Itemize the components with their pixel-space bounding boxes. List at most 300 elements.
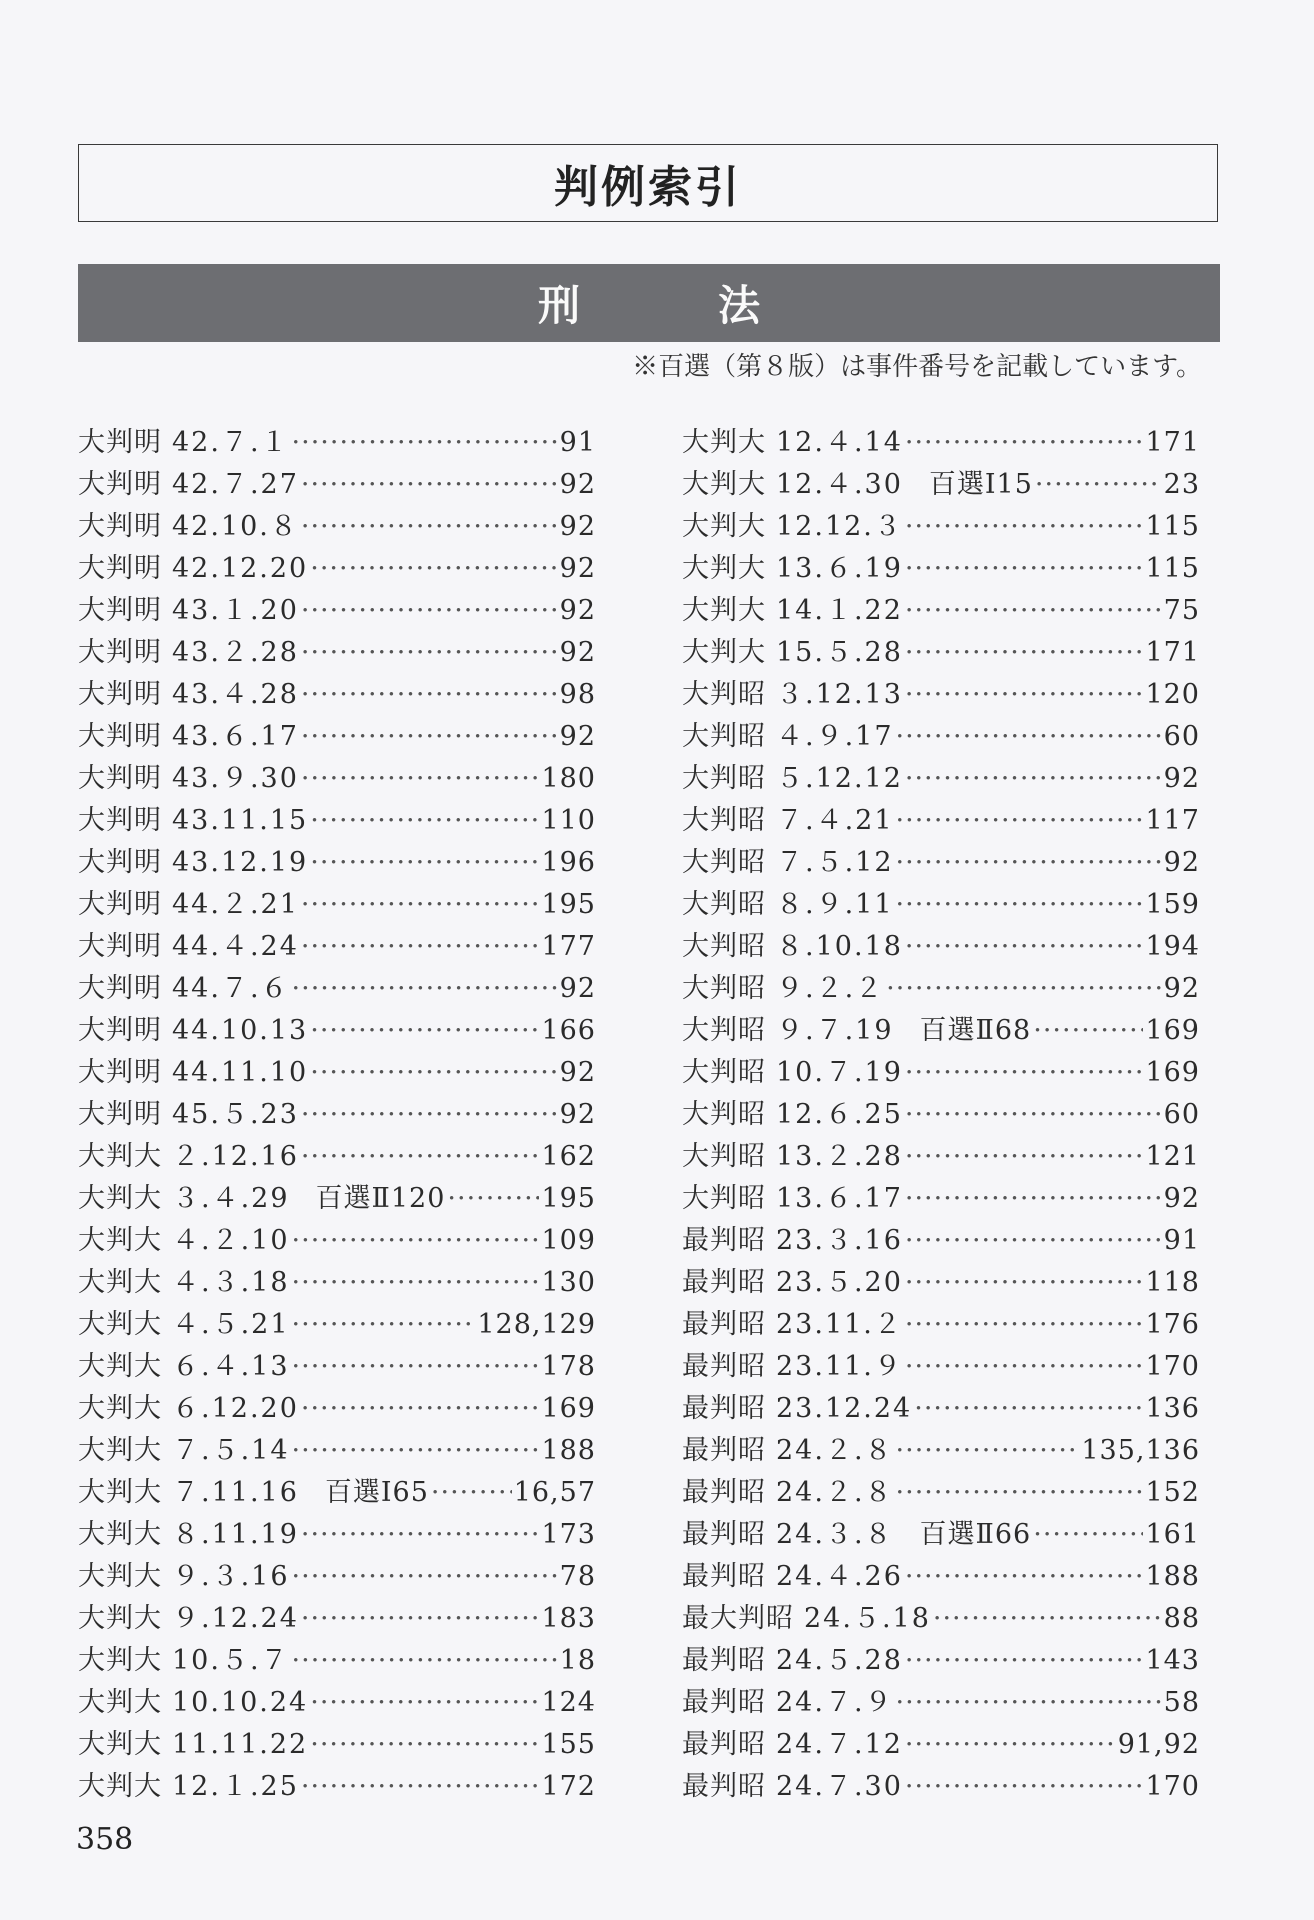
leader-dots: [905, 590, 1162, 632]
decision-date: 42.10.８: [172, 511, 299, 542]
leader-dots: [301, 590, 558, 632]
page-reference: 91: [1163, 1225, 1200, 1256]
court-label: 大判明: [78, 553, 162, 584]
index-entry: [78, 1262, 596, 1304]
court-label: 大判大: [78, 1687, 162, 1718]
casebook-reference: 百選Ⅱ66: [919, 1519, 1032, 1550]
court-label: 大判大: [682, 595, 766, 626]
court-label: 大判昭: [682, 1015, 766, 1046]
index-entry: [682, 1304, 1200, 1346]
decision-date: ６.４.13: [172, 1351, 290, 1382]
court-label: 大判昭: [682, 973, 766, 1004]
page-reference: 173: [541, 1519, 596, 1550]
decision-date: 15.５.28: [776, 637, 903, 668]
court-label: 大判明: [78, 889, 162, 920]
page-reference: 169: [1145, 1015, 1200, 1046]
decision-date: 24.３.８: [776, 1519, 894, 1550]
index-entry: [78, 1472, 596, 1514]
decision-date: ７.４.21: [776, 805, 894, 836]
leader-dots: [301, 926, 540, 968]
leader-dots: [905, 1052, 1144, 1094]
page-reference: 16,57: [513, 1477, 596, 1508]
index-entry: [78, 590, 596, 632]
page-reference: 115: [1145, 553, 1200, 584]
page-reference: 60: [1163, 1099, 1200, 1130]
court-label: 最判昭: [682, 1729, 766, 1760]
index-entry: [78, 884, 596, 926]
court-label: 大判大: [78, 1435, 162, 1466]
leader-dots: [896, 884, 1144, 926]
court-label: 大判昭: [682, 721, 766, 752]
leader-dots: [905, 506, 1144, 548]
leader-dots: [905, 1724, 1116, 1766]
court-label: 大判明: [78, 595, 162, 626]
index-entry: [682, 632, 1200, 674]
decision-date: 23.５.20: [776, 1267, 903, 1298]
leader-dots: [310, 1682, 539, 1724]
index-entry: [682, 1514, 1200, 1556]
court-label: 大判大: [78, 1309, 162, 1340]
court-label: 最判昭: [682, 1393, 766, 1424]
leader-dots: [933, 1598, 1162, 1640]
decision-date: 24.２.８: [776, 1435, 894, 1466]
index-entry: [682, 1010, 1200, 1052]
page-reference: 110: [541, 805, 596, 836]
court-label: 大判昭: [682, 1057, 766, 1088]
court-label: 大判昭: [682, 805, 766, 836]
court-label: 大判明: [78, 847, 162, 878]
page-reference: 143: [1145, 1645, 1200, 1676]
decision-date: 44.11.10: [172, 1057, 309, 1088]
leader-dots: [905, 1766, 1144, 1808]
index-entry: [682, 800, 1200, 842]
page-reference: 188: [541, 1435, 596, 1466]
index-entry: [682, 422, 1200, 464]
index-entry: [78, 1136, 596, 1178]
court-label: 大判昭: [682, 679, 766, 710]
index-entry: [78, 968, 596, 1010]
leader-dots: [292, 1262, 540, 1304]
index-entry: [78, 548, 596, 590]
page-reference: 92: [559, 1057, 596, 1088]
court-label: 最判昭: [682, 1687, 766, 1718]
page-reference: 196: [541, 847, 596, 878]
decision-date: ８.11.19: [172, 1519, 299, 1550]
court-label: 最判昭: [682, 1435, 766, 1466]
page-reference: 92: [1163, 847, 1200, 878]
decision-date: 24.７.12: [776, 1729, 903, 1760]
page-reference: 178: [541, 1351, 596, 1382]
decision-date: 12.４.30: [776, 469, 903, 500]
court-label: 大判昭: [682, 763, 766, 794]
court-label: 最判昭: [682, 1771, 766, 1802]
page-reference: 169: [541, 1393, 596, 1424]
page-reference: 92: [559, 637, 596, 668]
court-label: 大判大: [682, 469, 766, 500]
leader-dots: [896, 800, 1144, 842]
index-entry: [682, 1262, 1200, 1304]
court-label: 大判昭: [682, 1099, 766, 1130]
leader-dots: [896, 842, 1162, 884]
page-reference: 92: [559, 973, 596, 1004]
leader-dots: [301, 464, 558, 506]
court-label: 大判昭: [682, 931, 766, 962]
page-reference: 128,129: [477, 1309, 596, 1340]
leader-dots: [914, 1388, 1143, 1430]
court-label: 最大判昭: [682, 1603, 794, 1634]
leader-dots: [301, 1094, 558, 1136]
decision-date: 24.７.９: [776, 1687, 894, 1718]
index-entry: [78, 674, 596, 716]
leader-dots: [292, 1430, 540, 1472]
court-label: 大判明: [78, 721, 162, 752]
decision-date: 10.７.19: [776, 1057, 903, 1088]
index-entry: [78, 758, 596, 800]
court-label: 最判昭: [682, 1267, 766, 1298]
court-label: 大判明: [78, 679, 162, 710]
decision-date: ９.２.２: [776, 973, 885, 1004]
page-reference: 130: [541, 1267, 596, 1298]
page-reference: 171: [1145, 637, 1200, 668]
leader-dots: [905, 1262, 1144, 1304]
leader-dots: [310, 548, 557, 590]
page-reference: 172: [541, 1771, 596, 1802]
index-entry: [78, 1682, 596, 1724]
page-reference: 188: [1145, 1561, 1200, 1592]
leader-dots: [310, 1724, 539, 1766]
page-reference: 18: [559, 1645, 596, 1676]
index-entry: [682, 590, 1200, 632]
court-label: 大判大: [78, 1729, 162, 1760]
leader-dots: [905, 674, 1144, 716]
index-entry: [682, 1136, 1200, 1178]
page-reference: 92: [559, 721, 596, 752]
page-reference: 92: [559, 1099, 596, 1130]
page-reference: 92: [559, 511, 596, 542]
page-reference: 115: [1145, 511, 1200, 542]
decision-date: 10.５.７: [172, 1645, 290, 1676]
court-label: 大判明: [78, 763, 162, 794]
leader-dots: [1033, 1010, 1143, 1052]
decision-date: 24.７.30: [776, 1771, 903, 1802]
decision-date: 42.７.１: [172, 427, 290, 458]
court-label: 最判昭: [682, 1645, 766, 1676]
decision-date: ７.５.14: [172, 1435, 290, 1466]
index-entry: [682, 1178, 1200, 1220]
decision-date: 42.７.27: [172, 469, 299, 500]
leader-dots: [301, 632, 558, 674]
index-entry: [682, 1766, 1200, 1808]
page-title-text: 判例索引: [554, 162, 742, 213]
page-reference: 177: [541, 931, 596, 962]
court-label: 大判大: [78, 1141, 162, 1172]
leader-dots: [310, 800, 539, 842]
page-reference: 170: [1145, 1771, 1200, 1802]
court-label: 大判大: [78, 1477, 162, 1508]
court-label: 大判明: [78, 469, 162, 500]
decision-date: ４.５.21: [172, 1309, 290, 1340]
index-entry: [78, 1304, 596, 1346]
decision-date: 14.１.22: [776, 595, 903, 626]
index-entry: [682, 968, 1200, 1010]
index-entry: [682, 926, 1200, 968]
leader-dots: [292, 1304, 476, 1346]
page-reference: 162: [541, 1141, 596, 1172]
index-entry: [682, 1052, 1200, 1094]
page-reference: 23: [1163, 469, 1200, 500]
leader-dots: [905, 1094, 1162, 1136]
page-reference: 195: [541, 1183, 596, 1214]
court-label: 大判大: [78, 1267, 162, 1298]
index-entry: [682, 1682, 1200, 1724]
court-label: 大判昭: [682, 1183, 766, 1214]
index-entry: [682, 1472, 1200, 1514]
page-number: 358: [76, 1822, 134, 1857]
page-reference: 92: [1163, 763, 1200, 794]
leader-dots: [301, 716, 558, 758]
leader-dots: [905, 1640, 1144, 1682]
index-entry: [78, 1724, 596, 1766]
leader-dots: [1033, 1514, 1143, 1556]
page-title: [78, 144, 1218, 222]
court-label: 最判昭: [682, 1477, 766, 1508]
casebook-reference: 百選Ⅱ68: [919, 1015, 1032, 1046]
page-reference: 124: [541, 1687, 596, 1718]
leader-dots: [310, 842, 539, 884]
index-entry: [78, 1388, 596, 1430]
decision-date: 24.４.26: [776, 1561, 903, 1592]
leader-dots: [905, 758, 1162, 800]
casebook-reference: 百選Ⅰ15: [928, 469, 1033, 500]
page-reference: 75: [1163, 595, 1200, 626]
index-entry: [682, 716, 1200, 758]
court-label: 大判明: [78, 973, 162, 1004]
decision-date: 23.３.16: [776, 1225, 903, 1256]
decision-date: ９.７.19: [776, 1015, 894, 1046]
leader-dots: [905, 1304, 1144, 1346]
index-entry: [78, 926, 596, 968]
leader-dots: [431, 1472, 512, 1514]
index-entry: [78, 422, 596, 464]
leader-dots: [292, 1640, 558, 1682]
decision-date: 43.６.17: [172, 721, 299, 752]
decision-date: 43.４.28: [172, 679, 299, 710]
index-entry: [682, 1094, 1200, 1136]
leader-dots: [896, 1472, 1144, 1514]
court-label: 大判明: [78, 1057, 162, 1088]
page-reference: 92: [1163, 973, 1200, 1004]
page-reference: 152: [1145, 1477, 1200, 1508]
decision-date: 24.５.18: [804, 1603, 931, 1634]
leader-dots: [896, 1430, 1080, 1472]
decision-date: ９.３.16: [172, 1561, 290, 1592]
index-entry: [78, 1514, 596, 1556]
leader-dots: [292, 1220, 540, 1262]
decision-date: 43.12.19: [172, 847, 309, 878]
court-label: 大判明: [78, 511, 162, 542]
court-label: 大判昭: [682, 889, 766, 920]
index-entry: [682, 1220, 1200, 1262]
page-reference: 194: [1145, 931, 1200, 962]
leader-dots: [310, 1052, 557, 1094]
decision-date: 12.４.14: [776, 427, 903, 458]
index-entry: [78, 1556, 596, 1598]
index-entry: [78, 1346, 596, 1388]
page-reference: 92: [559, 595, 596, 626]
page-reference: 117: [1145, 805, 1200, 836]
leader-dots: [292, 1556, 558, 1598]
court-label: 大判明: [78, 805, 162, 836]
decision-date: ７.５.12: [776, 847, 894, 878]
court-label: 大判大: [78, 1225, 162, 1256]
section-header-text: 刑 法: [537, 281, 808, 330]
court-label: 大判大: [78, 1351, 162, 1382]
index-column-left: [78, 422, 596, 1808]
court-label: 最判昭: [682, 1351, 766, 1382]
decision-date: ８.９.11: [776, 889, 894, 920]
leader-dots: [301, 884, 540, 926]
page-reference: 170: [1145, 1351, 1200, 1382]
leader-dots: [292, 968, 558, 1010]
page-reference: 180: [541, 763, 596, 794]
court-label: 大判大: [78, 1645, 162, 1676]
leader-dots: [905, 1136, 1144, 1178]
index-entry: [78, 1094, 596, 1136]
leader-dots: [301, 1766, 540, 1808]
page-reference: 176: [1145, 1309, 1200, 1340]
index-entry: [78, 716, 596, 758]
decision-date: ６.12.20: [172, 1393, 299, 1424]
page-reference: 91,92: [1117, 1729, 1200, 1760]
index-entry: [78, 1766, 596, 1808]
leader-dots: [310, 1010, 539, 1052]
index-entry: [78, 506, 596, 548]
leader-dots: [292, 422, 558, 464]
decision-date: 10.10.24: [172, 1687, 309, 1718]
casebook-reference: 百選Ⅱ120: [315, 1183, 446, 1214]
decision-date: 24.５.28: [776, 1645, 903, 1676]
court-label: 大判大: [78, 1183, 162, 1214]
index-entry: [78, 800, 596, 842]
index-entry: [682, 842, 1200, 884]
court-label: 大判大: [78, 1393, 162, 1424]
page-reference: 92: [559, 553, 596, 584]
index-entry: [682, 506, 1200, 548]
index-entry: [78, 1430, 596, 1472]
page-reference: 109: [541, 1225, 596, 1256]
court-label: 大判大: [78, 1561, 162, 1592]
index-entry: [682, 464, 1200, 506]
page-reference: 58: [1163, 1687, 1200, 1718]
decision-date: 24.２.８: [776, 1477, 894, 1508]
section-header: [78, 264, 1220, 342]
index-entry: [78, 464, 596, 506]
decision-date: 43.１.20: [172, 595, 299, 626]
decision-date: 43.11.15: [172, 805, 309, 836]
leader-dots: [905, 1178, 1162, 1220]
page-reference: 171: [1145, 427, 1200, 458]
index-column-right: [682, 422, 1200, 1808]
index-entry: [78, 1178, 596, 1220]
court-label: 大判昭: [682, 847, 766, 878]
page-reference: 120: [1145, 679, 1200, 710]
decision-date: 11.11.22: [172, 1729, 309, 1760]
leader-dots: [301, 674, 558, 716]
index-entry: [682, 674, 1200, 716]
decision-date: 12.12.３: [776, 511, 903, 542]
decision-date: ４.９.17: [776, 721, 894, 752]
leader-dots: [301, 506, 558, 548]
leader-dots: [301, 1388, 540, 1430]
decision-date: ５.12.12: [776, 763, 903, 794]
decision-date: 13.６.19: [776, 553, 903, 584]
decision-date: 23.12.24: [776, 1393, 913, 1424]
decision-date: 12.６.25: [776, 1099, 903, 1130]
decision-date: 44.２.21: [172, 889, 299, 920]
court-label: 最判昭: [682, 1561, 766, 1592]
decision-date: 12.１.25: [172, 1771, 299, 1802]
decision-date: 13.６.17: [776, 1183, 903, 1214]
court-label: 大判明: [78, 427, 162, 458]
leader-dots: [301, 758, 540, 800]
page-reference: 98: [559, 679, 596, 710]
edition-note: ※百選（第８版）は事件番号を記載しています。: [632, 352, 1202, 382]
page-reference: 118: [1145, 1267, 1200, 1298]
decision-date: 44.７.６: [172, 973, 290, 1004]
court-label: 大判大: [682, 637, 766, 668]
index-entry: [682, 548, 1200, 590]
page-reference: 136: [1145, 1393, 1200, 1424]
page-reference: 91: [559, 427, 596, 458]
index-entry: [682, 1640, 1200, 1682]
court-label: 大判明: [78, 1015, 162, 1046]
page-reference: 159: [1145, 889, 1200, 920]
index-entry: [78, 632, 596, 674]
decision-date: 42.12.20: [172, 553, 309, 584]
leader-dots: [905, 926, 1144, 968]
page-reference: 183: [541, 1603, 596, 1634]
leader-dots: [292, 1346, 540, 1388]
page-reference: 92: [559, 469, 596, 500]
page-reference: 88: [1163, 1603, 1200, 1634]
court-label: 大判大: [682, 553, 766, 584]
leader-dots: [301, 1514, 540, 1556]
court-label: 大判大: [682, 427, 766, 458]
index-entry: [78, 1010, 596, 1052]
decision-date: 43.２.28: [172, 637, 299, 668]
index-entry: [78, 1220, 596, 1262]
index-entry: [682, 1388, 1200, 1430]
decision-date: ３.４.29: [172, 1183, 290, 1214]
index-entry: [78, 1052, 596, 1094]
leader-dots: [1035, 464, 1162, 506]
decision-date: ８.10.18: [776, 931, 903, 962]
decision-date: 44.４.24: [172, 931, 299, 962]
court-label: 大判大: [682, 511, 766, 542]
decision-date: 23.11.２: [776, 1309, 903, 1340]
leader-dots: [905, 1346, 1144, 1388]
decision-date: ２.12.16: [172, 1141, 299, 1172]
index-entry: [682, 1598, 1200, 1640]
court-label: 大判大: [78, 1771, 162, 1802]
page-reference: 92: [1163, 1183, 1200, 1214]
index-entry: [682, 1430, 1200, 1472]
court-label: 大判昭: [682, 1141, 766, 1172]
leader-dots: [301, 1136, 540, 1178]
index-entry: [78, 1640, 596, 1682]
court-label: 大判大: [78, 1603, 162, 1634]
decision-date: ９.12.24: [172, 1603, 299, 1634]
